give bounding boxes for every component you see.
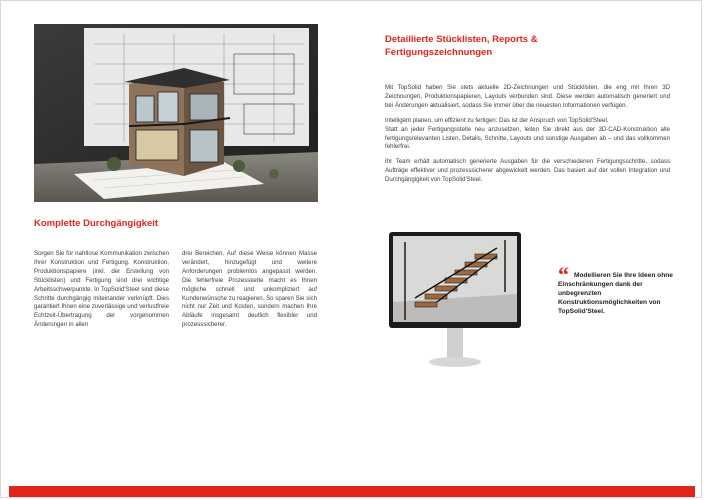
right-paragraph-1: Mit TopSolid haben Sie stets aktuelle 2D-Zeichnungen und Stücklisten, die eng mit Ihren 3D Zeichnungen, Produktionspapieren, Layouts verbunden sind. Diese werden automatisch generiert und bei Änderungen aktualisiert, sodass Sie immer über die neuesten Informationen verfügen. (385, 84, 670, 109)
heading-durchgaengigkeit: Komplette Durchgängigkeit (34, 218, 159, 229)
right-paragraph-3: Ihr Team erhält automatisch generierte Ausgaben für die verschiedenen Fertigungsschritte, sodass Aufträge effektiver und prozesssicherer abgewickelt werden. Das basiert auf der vollen Integration und Durchgängigkeit von TopSolid'Steel. (385, 158, 670, 184)
right-paragraph-2a: Intelligent planen, um effizient zu fertigen: Das ist der Anspruch von TopSolid'Steel. (385, 116, 609, 124)
left-column-1: Sorgen Sie für nahtlose Kommunikation zwischen Ihrer Konstruktion und Fertigung. Konstruktion, Produktionspapiere (inkl. der Erstellung von Stücklisten) und Fertigung sind drei wichtige Arbeitsschwerpunkte. In TopSolid'Steel sind diese Schritte durchgängig miteinander verknüpft. Dies garantiert Ihnen eine zuverlässige und verlustfreie Echtzeit-Übertragung der vorgenommen Änderungen in allen (34, 250, 169, 329)
heading-stuecklisten: Detaillierte Stücklisten, Reports & Fertigungszeichnungen (385, 34, 538, 58)
left-column-2: drei Bereichen. Auf diese Weise können Masse verändert, hinzugefügt und weitere Anforderungen problemlos angepasst werden. Die fehlerfreie Prozesskette macht es Ihnen mögliche schnell und unkompliziert auf Kundenwünsche zu reagieren. So sparen Sie sich nicht nur Zeit und Kosten, sondern machen Ihre Abläufe insgesamt deutlich flexibler und prozesssicherer. (182, 250, 317, 329)
right-body-text (385, 84, 670, 185)
hero-image-building-model (34, 24, 318, 202)
footer-bar (9, 486, 695, 497)
monitor-staircase-image (385, 232, 525, 372)
right-paragraph-2b: Statt an jeder Fertigungsstelle neu anzusetzen, leiten Sie direkt aus der 3D-CAD-Konstruktion alle fertigungsrelevanten Listen, Details, Schnitte, Layouts und sonstige Ausgaben ab – und das vollkommen fehlerfrei. (385, 125, 670, 151)
pull-quote: Modellieren Sie Ihre Ideen ohne Einschränkungen dank der unbegrenzten Konstruktionsmöglichkeiten von TopSolid'Steel. (558, 272, 673, 315)
quote-mark-icon: “ (558, 262, 569, 287)
